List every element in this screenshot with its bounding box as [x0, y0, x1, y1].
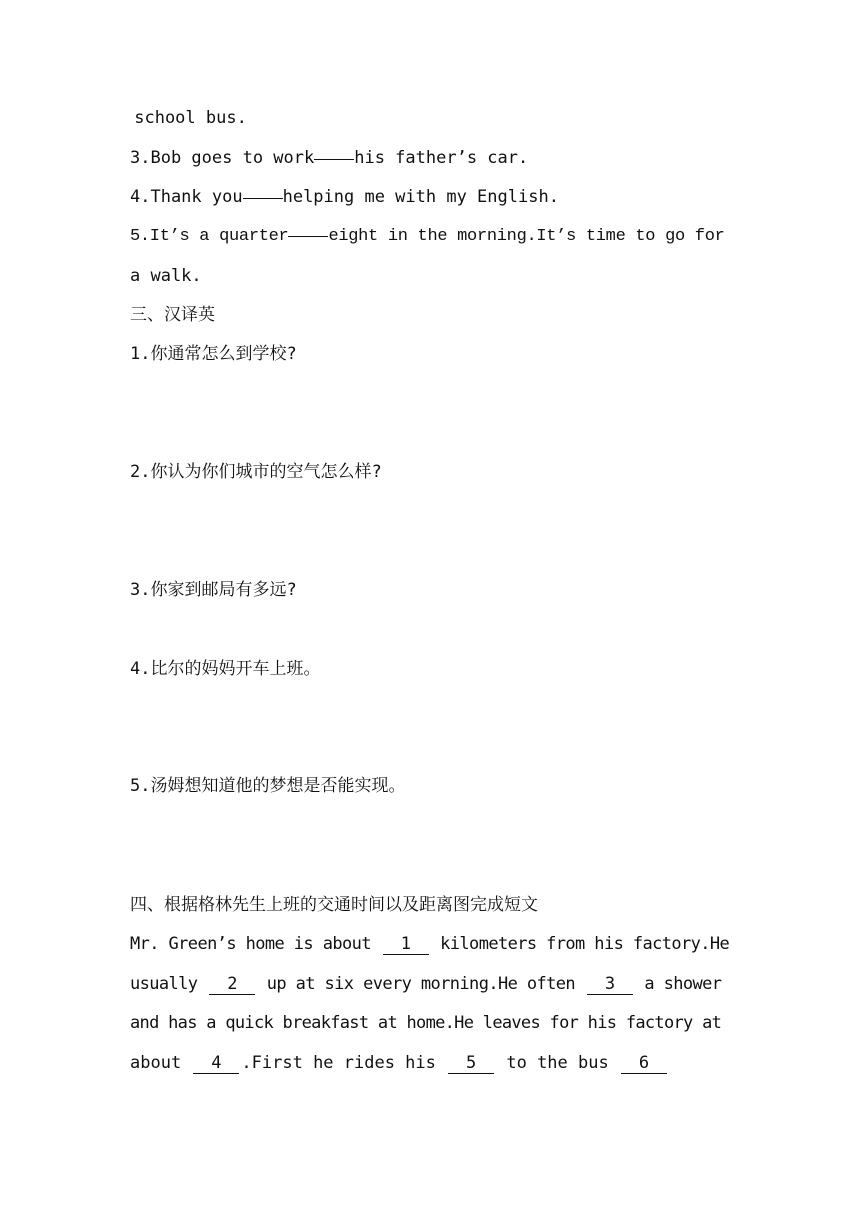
translation-answer-space-2[interactable] — [130, 490, 730, 570]
section3-heading — [130, 303, 740, 327]
q2-continuation — [124, 106, 734, 130]
q4-text-before: 4.Thank you — [130, 187, 243, 207]
translation-item-3-text: 3.你家到邮局有多远? — [130, 580, 297, 600]
translation-answer-space-5[interactable] — [130, 804, 730, 884]
cloze-line-4 — [130, 1051, 740, 1075]
translation-item-1 — [130, 342, 740, 366]
translation-answer-space-3[interactable] — [130, 608, 730, 650]
translation-item-4 — [130, 657, 740, 681]
cloze-blank-2[interactable]: 2 — [209, 974, 255, 995]
q5-text-after: eight in the morning.It’s time to go for — [328, 227, 725, 246]
cloze-text: .First he rides his — [241, 1053, 447, 1073]
translation-item-5 — [130, 774, 740, 798]
q3-text-after: his father’s car. — [354, 148, 529, 168]
translation-item-3 — [130, 578, 740, 602]
q5-text-before: 5.It’s a quarter — [130, 227, 289, 246]
cloze-text: up at six every morning.He often — [257, 974, 585, 994]
cloze-text: Mr. Green’s home is about — [130, 934, 381, 954]
q3-blank[interactable] — [314, 158, 354, 160]
cloze-blank-5[interactable]: 5 — [448, 1053, 494, 1074]
translation-item-4-text: 4.比尔的妈妈开车上班。 — [130, 659, 321, 679]
cloze-text: kilometers from his factory.He — [430, 934, 730, 954]
translation-item-1-text: 1.你通常怎么到学校? — [130, 344, 297, 364]
cloze-text: about — [130, 1053, 192, 1073]
q4-text-after: helping me with my English. — [282, 187, 559, 207]
cloze-line-2 — [130, 972, 740, 996]
q4-blank[interactable] — [243, 197, 283, 199]
translation-answer-space-1[interactable] — [130, 372, 730, 452]
q5-blank[interactable] — [288, 235, 328, 237]
question-5-line2 — [130, 264, 740, 288]
question-4 — [130, 185, 740, 209]
translation-item-5-text: 5.汤姆想知道他的梦想是否能实现。 — [130, 776, 406, 796]
section4-heading — [130, 893, 740, 917]
cloze-blank-1[interactable]: 1 — [383, 934, 429, 955]
cloze-text: a shower — [634, 974, 722, 994]
cloze-text: usually — [130, 974, 208, 994]
question-3 — [130, 146, 740, 170]
translation-answer-space-4[interactable] — [130, 687, 730, 767]
cloze-blank-3[interactable]: 3 — [587, 974, 633, 995]
cloze-line-3 — [130, 1011, 740, 1035]
section4-heading-text: 四、根据格林先生上班的交通时间以及距离图完成短文 — [130, 895, 538, 915]
cloze-line-1 — [130, 932, 740, 956]
cloze-blank-6[interactable]: 6 — [621, 1053, 667, 1074]
q5-text-line2: a walk. — [130, 266, 202, 286]
cloze-text: and has a quick breakfast at home.He leaves for his factory at — [130, 1013, 722, 1033]
cloze-text: to the bus — [496, 1053, 619, 1073]
translation-item-2-text: 2.你认为你们城市的空气怎么样? — [130, 462, 382, 482]
section3-heading-text: 三、汉译英 — [130, 305, 215, 325]
cloze-blank-4[interactable]: 4 — [193, 1053, 239, 1074]
q3-text-before: 3.Bob goes to work — [130, 148, 315, 168]
question-5 — [130, 225, 740, 249]
translation-item-2 — [130, 460, 740, 484]
q2-tail-text: school bus. — [124, 108, 247, 128]
